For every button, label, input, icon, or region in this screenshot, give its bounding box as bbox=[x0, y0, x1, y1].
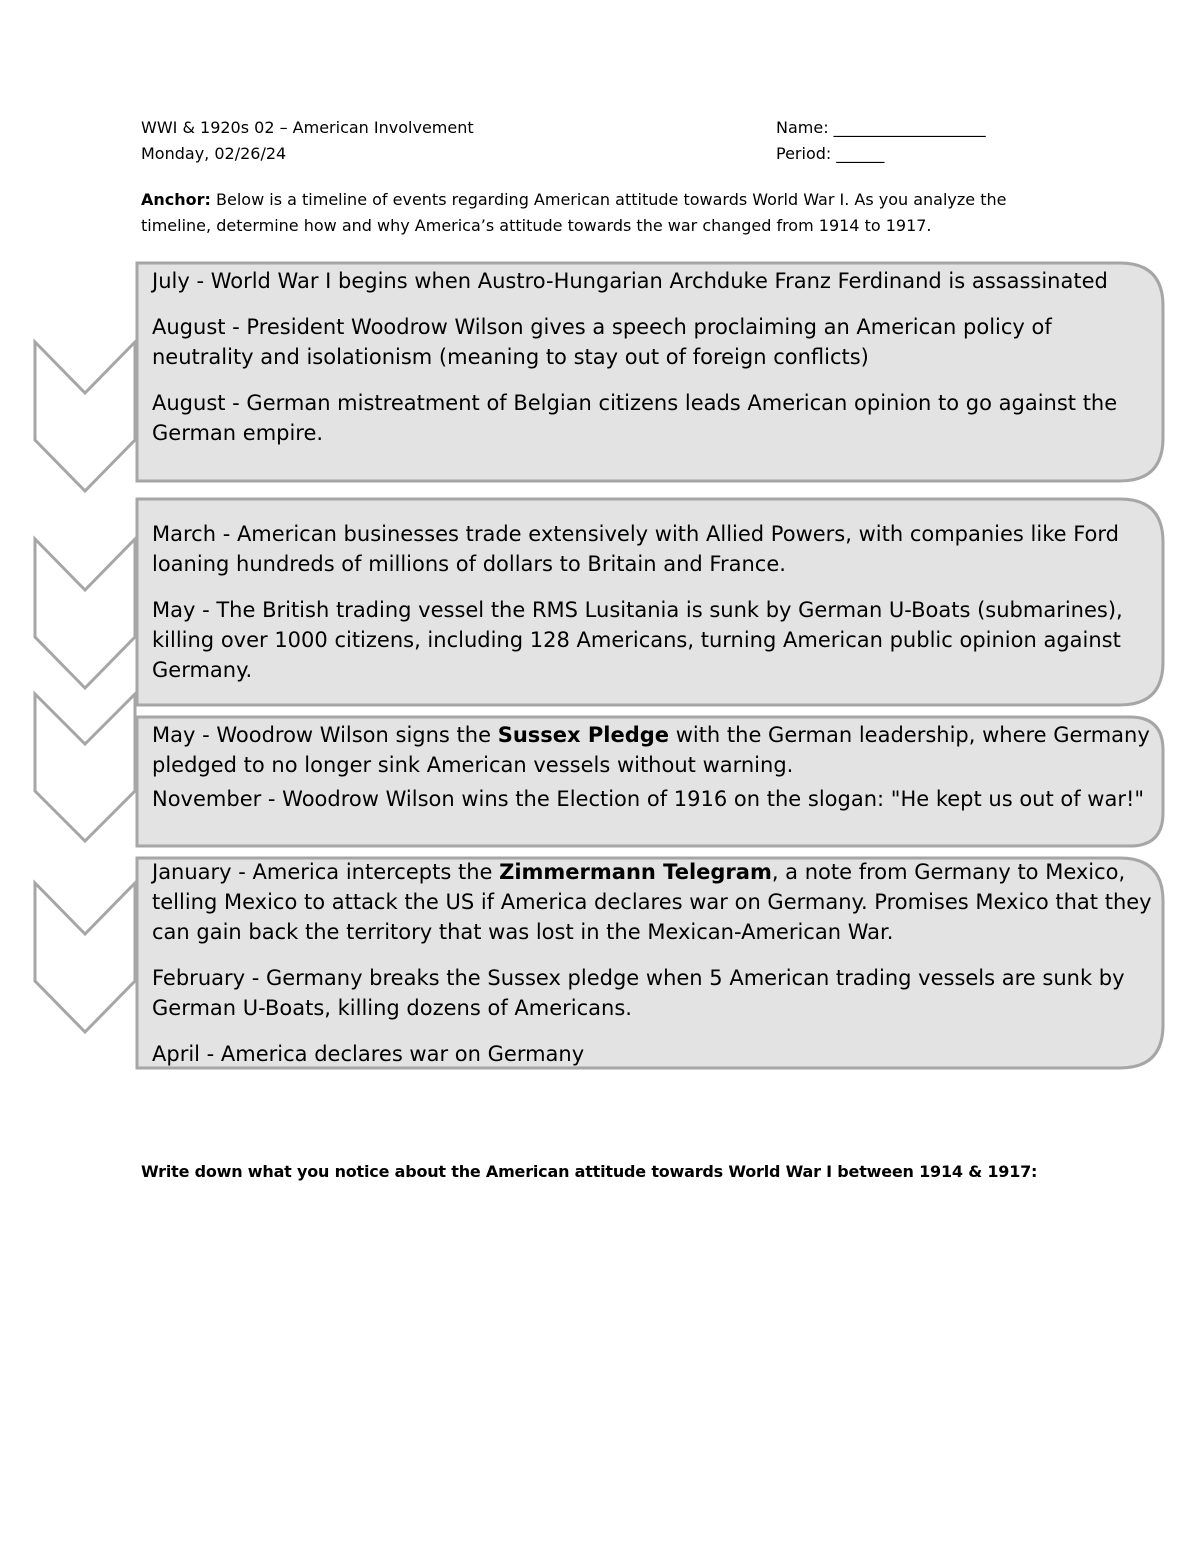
event-august-1914-speech: August - President Woodrow Wilson gives a speech proclaiming an American policy of neutrality and isolationism (meaning to stay out of foreign conflicts) bbox=[152, 315, 1052, 369]
event-february-1917-sussex-broken: February - Germany breaks the Sussex pledge when 5 American trading vessels are sunk by German U-Boats, killing dozens of Americans. bbox=[152, 966, 1125, 1020]
chevron-1914 bbox=[35, 342, 135, 491]
zimmermann-telegram-term: Zimmermann Telegram bbox=[499, 860, 772, 884]
writing-prompt: Write down what you notice about the American attitude towards World War I between 1914 & 1917: bbox=[141, 1162, 1038, 1181]
event-november-1916-election: November - Woodrow Wilson wins the Election of 1916 on the slogan: "He kept us out of war!" bbox=[152, 787, 1145, 811]
chevron-1916 bbox=[35, 694, 135, 841]
chevron-1915 bbox=[35, 539, 135, 688]
period-field[interactable]: Period: ______ bbox=[776, 144, 885, 163]
worksheet-date: Monday, 02/26/24 bbox=[141, 144, 287, 163]
worksheet-title: WWI & 1920s 02 – American Involvement bbox=[141, 118, 474, 137]
timeline-group-1917 bbox=[152, 857, 1152, 1069]
timeline-group-1916 bbox=[152, 720, 1152, 814]
anchor-text: Below is a timeline of events regarding American attitude towards World War I. As you analyze the timeline, determine how and why America’s attitude towards the war changed from 1914 to 1917. bbox=[141, 190, 1007, 235]
event-july-1914: July - World War I begins when Austro-Hungarian Archduke Franz Ferdinand is assassinated bbox=[152, 269, 1108, 293]
event-may-1915-lusitania: May - The British trading vessel the RMS Lusitania is sunk by German U-Boats (submarines), killing over 1000 citizens, including 128 Americans, turning American public opinion against Germany. bbox=[152, 598, 1123, 682]
event-march-1915: March - American businesses trade extensively with Allied Powers, with companies like Ford loaning hundreds of millions of dollars to Britain and France. bbox=[152, 522, 1119, 576]
event-august-1914-belgium: August - German mistreatment of Belgian citizens leads American opinion to go against the German empire. bbox=[152, 391, 1118, 445]
event-january-1917-telegram bbox=[152, 857, 1152, 947]
event-text: , a note from Germany to Mexico, telling Mexico to attack the US if America declares war on Germany. Promises Mexico that they can gain back the territory that was lost in the Mexican-American War. bbox=[152, 860, 1152, 944]
event-text: January - America intercepts the bbox=[152, 860, 500, 884]
event-april-1917-war: April - America declares war on Germany bbox=[152, 1042, 585, 1066]
timeline-group-1914 bbox=[152, 266, 1152, 448]
event-text: May - Woodrow Wilson signs the bbox=[152, 723, 498, 747]
name-field[interactable]: Name: ___________________ bbox=[776, 118, 986, 137]
anchor-label: Anchor: bbox=[141, 190, 211, 209]
event-text: with the German leadership, where Germany pledged to no longer sink American vessels without warning. bbox=[152, 723, 1150, 777]
event-may-1916-sussex bbox=[152, 720, 1152, 780]
timeline-group-1915 bbox=[152, 519, 1152, 685]
sussex-pledge-term: Sussex Pledge bbox=[497, 723, 670, 747]
chevron-1917 bbox=[35, 883, 135, 1032]
